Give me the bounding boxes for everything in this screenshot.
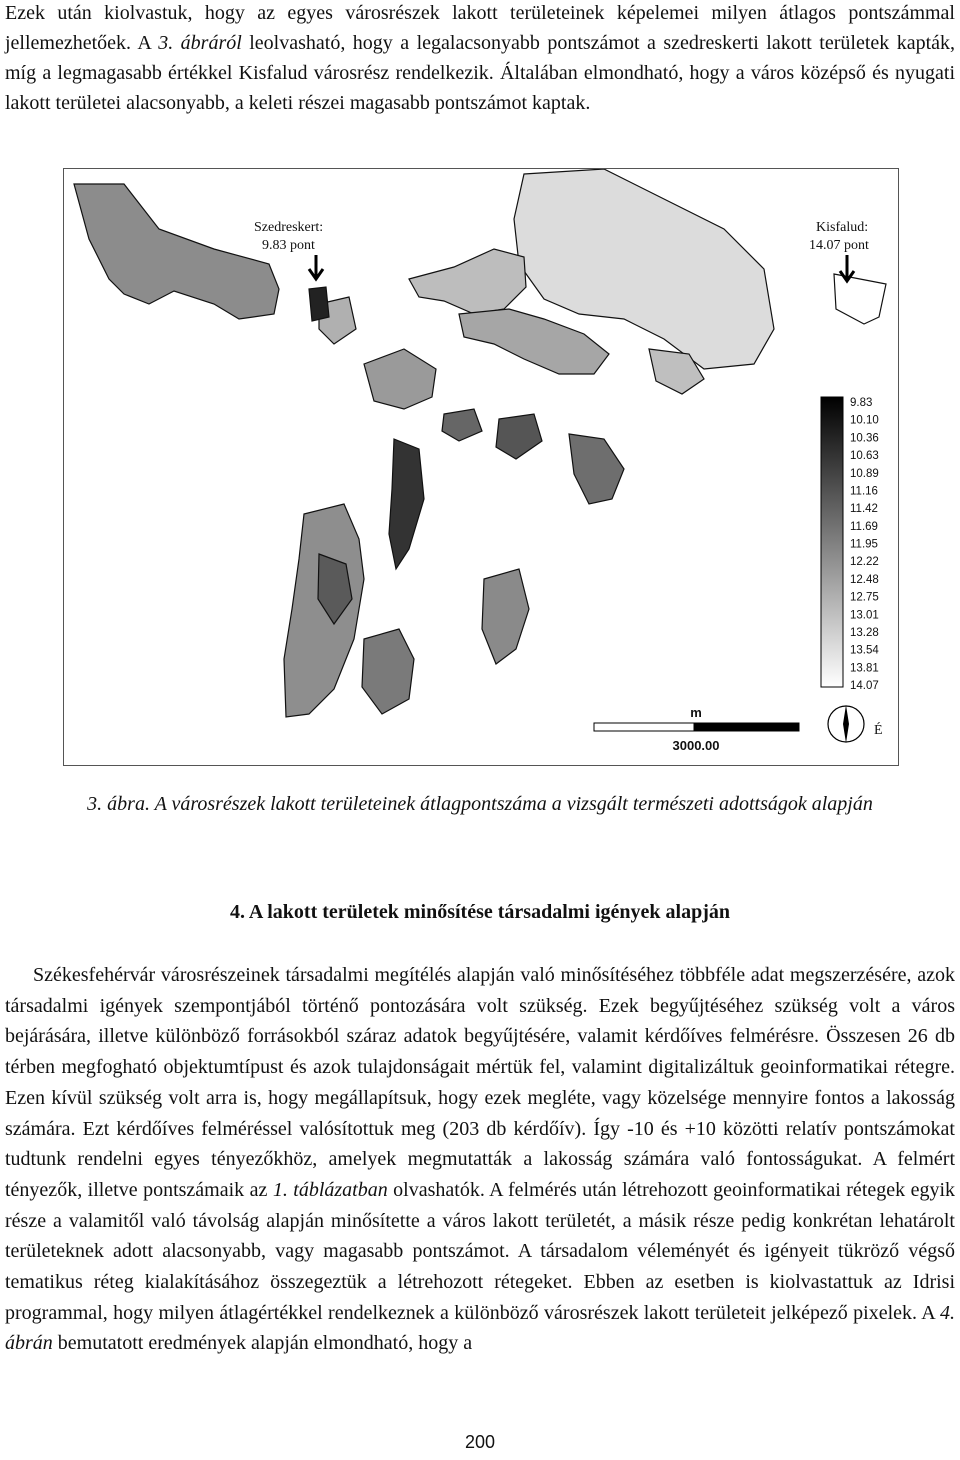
intro-paragraph	[5, 0, 955, 118]
figure-caption	[0, 788, 960, 820]
legend-label: 13.01	[850, 609, 879, 622]
legend-label: 12.22	[850, 556, 879, 569]
district-middle-small	[442, 409, 482, 441]
legend-label: 14.07	[850, 680, 879, 692]
district-west	[74, 184, 279, 319]
legend-label: 10.63	[850, 450, 879, 463]
label-szedreskert-value: 9.83 pont	[262, 238, 315, 253]
legend	[821, 397, 879, 692]
district-dark-strip	[389, 439, 424, 569]
intro-text-1: Ezek után kiolvastuk, hogy az egyes városrészek lakott területeinek képelemei milyen átlagos pontszámmal jellemezhetőek. A	[5, 2, 955, 54]
body-text-3: bemutatott eredmények alapján elmondható, hogy a	[52, 1332, 473, 1355]
scale-unit: m	[690, 705, 702, 720]
caption-lead: 3. ábra.	[87, 793, 150, 815]
label-kisfalud-value: 14.07 pont	[809, 238, 869, 253]
body-text-1: Székesfehérvár városrészeinek társadalmi megítélés alapján való minősítéséhez többféle adat megszerzésére, azok társadalmi igények szempontjából történő pontozására volt szükség. Ezek begyűjtéséhez szükség volt a város bejárására, illetve különböző forrásokból száraz adatok begyűjtésére, valamit kérdőíves felmérésre. Összesen 26 db térben megfogható objektumtípust és azok tulajdonságait mértük fel, valamint digitalizáltuk geoinformatikai rétegre. Ezen kívül szükség volt arra is, hogy megállapítsuk, hogy ezek megléte, vagy közelsége mennyire fontos a lakosság számára. Ezt kérdőíves felméréssel valósítottuk meg (203 db kérdőív). Így -10 és +10 közötti relatív pontszámokat tudtunk rendelni egyes tényezőkhöz, amelyek megmutatták a lakosság számára való fontosságukat. A felmért tényezők, illetve pontszámaik az	[5, 964, 955, 1201]
page-number: 200	[464, 1432, 496, 1452]
legend-color-ramp	[821, 397, 843, 687]
label-szedreskert-name: Szedreskert:	[254, 220, 324, 235]
legend-label: 11.69	[850, 520, 878, 533]
legend-label: 11.95	[850, 538, 878, 551]
north-arrow	[828, 705, 883, 743]
legend-label: 12.75	[850, 591, 879, 604]
label-kisfalud-name: Kisfalud:	[816, 220, 869, 235]
scale-bar-white	[594, 723, 694, 731]
table-reference: 1. táblázatban	[272, 1178, 388, 1201]
district-north-dark	[309, 287, 329, 321]
district-south-east	[482, 569, 529, 664]
figure-reference-2: 4. ábrán	[5, 1301, 955, 1355]
district-center	[364, 349, 436, 409]
figure-map	[63, 168, 899, 766]
figure-reference: 3. ábráról	[158, 32, 242, 54]
scale-bar	[594, 705, 799, 753]
legend-label: 9.83	[850, 397, 873, 409]
legend-label: 10.89	[850, 467, 879, 480]
legend-label: 13.28	[850, 626, 879, 639]
district-southwest	[284, 504, 364, 717]
district-kisfalud	[834, 274, 886, 324]
body-paragraph	[5, 960, 955, 1359]
section-heading: 4. A lakott területek minősítése társadalmi igények alapján	[230, 901, 730, 923]
district-south-center	[362, 629, 414, 714]
districts	[74, 169, 886, 717]
intro-text-2: leolvasható, hogy a legalacsonyabb pontszámot a szedreskerti lakott területek kapták, míg a legmagasabb értékkel Kisfalud városrész rendelkezik. Általában elmondható, hogy a város középső és nyugati lakott területei alacsonyabb, a keleti részei magasabb pontszámot kaptak.	[5, 32, 956, 114]
legend-label: 10.10	[850, 414, 879, 427]
district-center-east	[459, 309, 609, 374]
north-arrow-needle-icon	[843, 705, 849, 743]
arrow-szedreskert-icon	[309, 255, 323, 279]
district-strip-east	[569, 434, 624, 504]
district-center-dark	[496, 414, 542, 459]
caption-text: A városrészek lakott területeinek átlagpontszáma a vizsgált természeti adottságok alapján	[149, 793, 873, 815]
legend-label: 10.36	[850, 432, 879, 445]
north-label: É	[874, 723, 883, 738]
scale-bar-black	[694, 723, 799, 731]
legend-label: 12.48	[850, 573, 879, 586]
legend-label: 13.81	[850, 662, 879, 675]
legend-labels	[850, 397, 879, 692]
scale-value: 3000.00	[672, 738, 720, 753]
legend-label: 11.42	[850, 503, 878, 516]
legend-label: 13.54	[850, 644, 879, 657]
legend-label: 11.16	[850, 485, 878, 498]
district-center-north	[409, 249, 526, 314]
body-text-2: olvashatók. A felmérés után létrehozott geoinformatikai rétegek egyik része a valamitől való távolság alapján minősítette a város lakott területét, a másik része pedig konkrétan lehatárolt területeknek adott alacsonyabb, vagy magasabb pontszámot. A társadalom véleményét és igényeit tükröző végső tematikus réteg kialakításához összegeztük a létrehozott rétegeket. Ebben az esetben is kiolvastattuk az Idrisi programmal, hogy milyen átlagértékkel rendelkeznek a különböző városrészek lakott területeit jelképező pixelek. A	[5, 1178, 956, 1324]
map-graphic	[64, 169, 898, 765]
